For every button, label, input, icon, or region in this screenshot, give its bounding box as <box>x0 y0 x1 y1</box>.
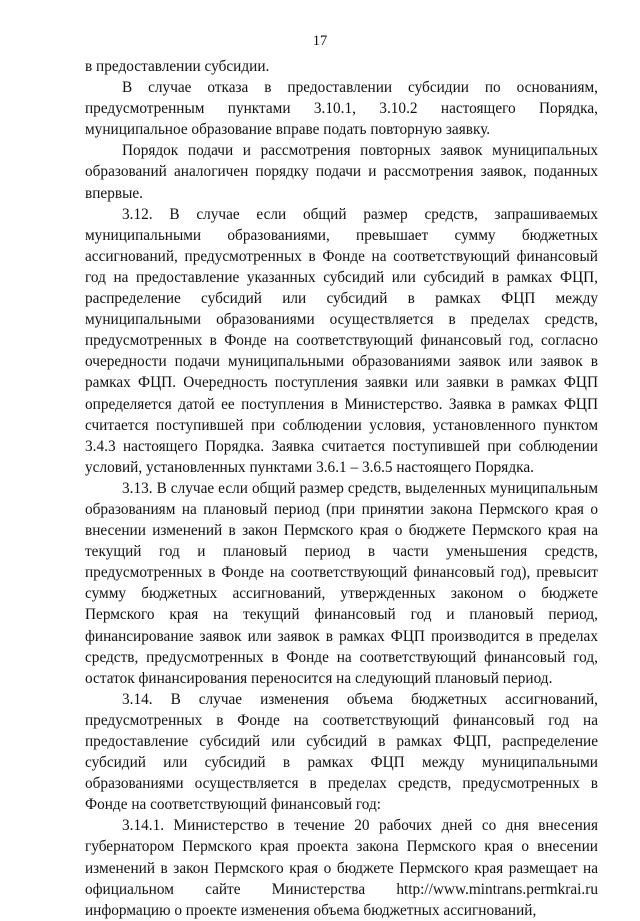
paragraph-3-13: 3.13. В случае если общий размер средств, выделенных муниципальным образованиям на плановый период (при принятии закона Пермского края о внесении изменений в закон Пермского края о бюджете Пермского края на текущий год и плановый период в части уменьшения средств, предусмотренных в Фонде на соответствующий финансовый год), превысит сумму бюджетных ассигнований, утвержденных законом о бюджете Пермского края на текущий финансовый год и плановый период, финансирование заявок или заявок в рамках ФЦП производится в пределах средств, предусмотренных в Фонде на соответствующий финансовый год, остаток финансирования переносится на следующий плановый период. <box>85 479 598 687</box>
paragraph-3-12: 3.12. В случае если общий размер средств, запрашиваемых муниципальными образованиями, превышает сумму бюджетных ассигнований, предусмотренных в Фонде на соответствующий финансовый год на предоставление указанных субсидий или субсидий в рамках ФЦП, распределение субсидий или субсидий в рамках ФЦП между муниципальными образованиями осуществляется в пределах средств, предусмотренных в Фонде на соответствующий финансовый год, согласно очередности подачи муниципальными образованиями заявок или заявок в рамках ФЦП. Очередность поступления заявки или заявки в рамках ФЦП определяется датой ее поступления в Министерство. Заявка в рамках ФЦП считается поступившей при соблюдении условия, установленного пунктом 3.4.3 настоящего Порядка. Заявка считается поступившей при соблюдении условий, установленных пунктами 3.6.1 – 3.6.5 настоящего Порядка. <box>85 205 598 476</box>
paragraph-3-14: 3.14. В случае изменения объема бюджетных ассигнований, предусмотренных в Фонде на соответствующий финансовый год на предоставление субсидий или субсидий в рамках ФЦП, распределение субсидий или субсидий в рамках ФЦП между муниципальными образованиями осуществляется в пределах средств, предусмотренных в Фонде на соответствующий финансовый год: <box>85 690 598 814</box>
paragraph-refusal-reapply: В случае отказа в предоставлении субсидии по основаниям, предусмотренным пунктами 3.10.1, 3.10.2 настоящего Порядка, муниципальное образование вправе подать повторную заявку. <box>85 79 598 139</box>
document-body <box>85 56 598 921</box>
page-number: 17 <box>312 33 328 49</box>
paragraph-continuation: в предоставлении субсидии. <box>85 58 270 75</box>
paragraph-repeat-applications: Порядок подачи и рассмотрения повторных заявок муниципальных образований аналогичен порядку подачи и рассмотрения заявок, поданных впервые. <box>85 142 598 202</box>
paragraph-3-14-1: 3.14.1. Министерство в течение 20 рабочих дней со дня внесения губернатором Пермского края проекта закона Пермского края о внесении изменений в закон Пермского края о бюджете Пермского края размещает на официальном сайте Министерства http://www.mintrans.permkrai.ru информацию о проекте изменения объема бюджетных ассигнований, <box>85 817 598 919</box>
